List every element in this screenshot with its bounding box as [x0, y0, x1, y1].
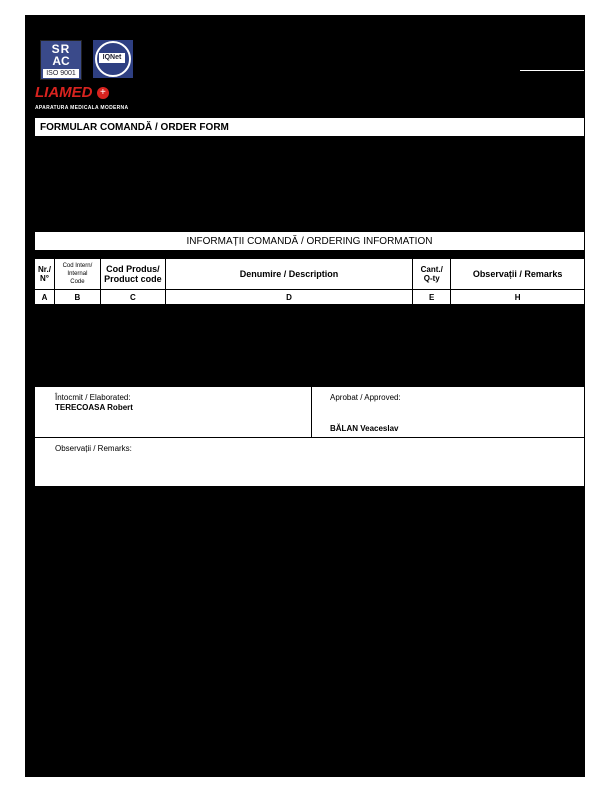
header-divider — [520, 70, 584, 71]
iqnet-logo-text: IQNet — [99, 53, 125, 63]
elaborated-label: Întocmit / Elaborated: — [55, 393, 131, 402]
approved-label: Aprobat / Approved: — [330, 393, 401, 402]
header-nr — [35, 259, 55, 290]
order-table-letters-row — [35, 290, 585, 305]
remarks-cell — [35, 437, 584, 487]
header-internal-line1: Cod Intern/ — [62, 263, 93, 269]
remarks-label: Observații / Remarks: — [55, 444, 132, 453]
letter-a: A — [35, 290, 55, 305]
header-internal-code — [54, 259, 100, 290]
header-internal-line2: Internal — [67, 271, 88, 277]
letter-e: E — [413, 290, 451, 305]
header-qty-line1: Cant./ — [420, 265, 443, 274]
header-description: Denumire / Description — [165, 259, 412, 290]
letter-c: C — [100, 290, 165, 305]
header-product-line2: Product code — [104, 274, 162, 284]
srac-logo-iso: ISO 9001 — [43, 69, 79, 78]
ordering-section-title: INFORMAȚII COMANDĂ / ORDERING INFORMATION — [34, 231, 585, 251]
srac-logo — [40, 40, 82, 80]
signature-block — [34, 386, 585, 487]
header-internal-line3: Code — [70, 279, 85, 285]
form-title: FORMULAR COMANDĂ / ORDER FORM — [34, 117, 585, 137]
letter-h: H — [451, 290, 585, 305]
header-nr-line1: Nr./ — [38, 265, 51, 274]
header-quantity — [413, 259, 451, 290]
approved-cell — [311, 387, 584, 437]
approved-name: BĂLAN Veaceslav — [330, 424, 399, 433]
header-product-line1: Cod Produs/ — [106, 264, 160, 274]
order-table-header-row — [35, 259, 585, 290]
elaborated-name: TERECOASA Robert — [55, 403, 133, 412]
header-qty-line2: Q-ty — [423, 274, 440, 283]
letter-b: B — [54, 290, 100, 305]
liamed-logo-tagline: APARATURA MEDICALA MODERNA — [35, 105, 129, 111]
elaborated-cell — [35, 387, 312, 437]
header-remarks: Observații / Remarks — [451, 259, 585, 290]
liamed-logo — [35, 84, 138, 112]
srac-logo-line1: SR — [51, 42, 71, 56]
plus-icon: + — [97, 87, 109, 99]
header-nr-line2: N° — [39, 274, 49, 283]
letter-d: D — [165, 290, 412, 305]
header-product-code — [100, 259, 165, 290]
srac-logo-line2: AC — [52, 54, 70, 68]
iqnet-logo — [93, 40, 133, 78]
order-table — [34, 258, 585, 305]
liamed-logo-name: LIAMED — [35, 84, 93, 101]
